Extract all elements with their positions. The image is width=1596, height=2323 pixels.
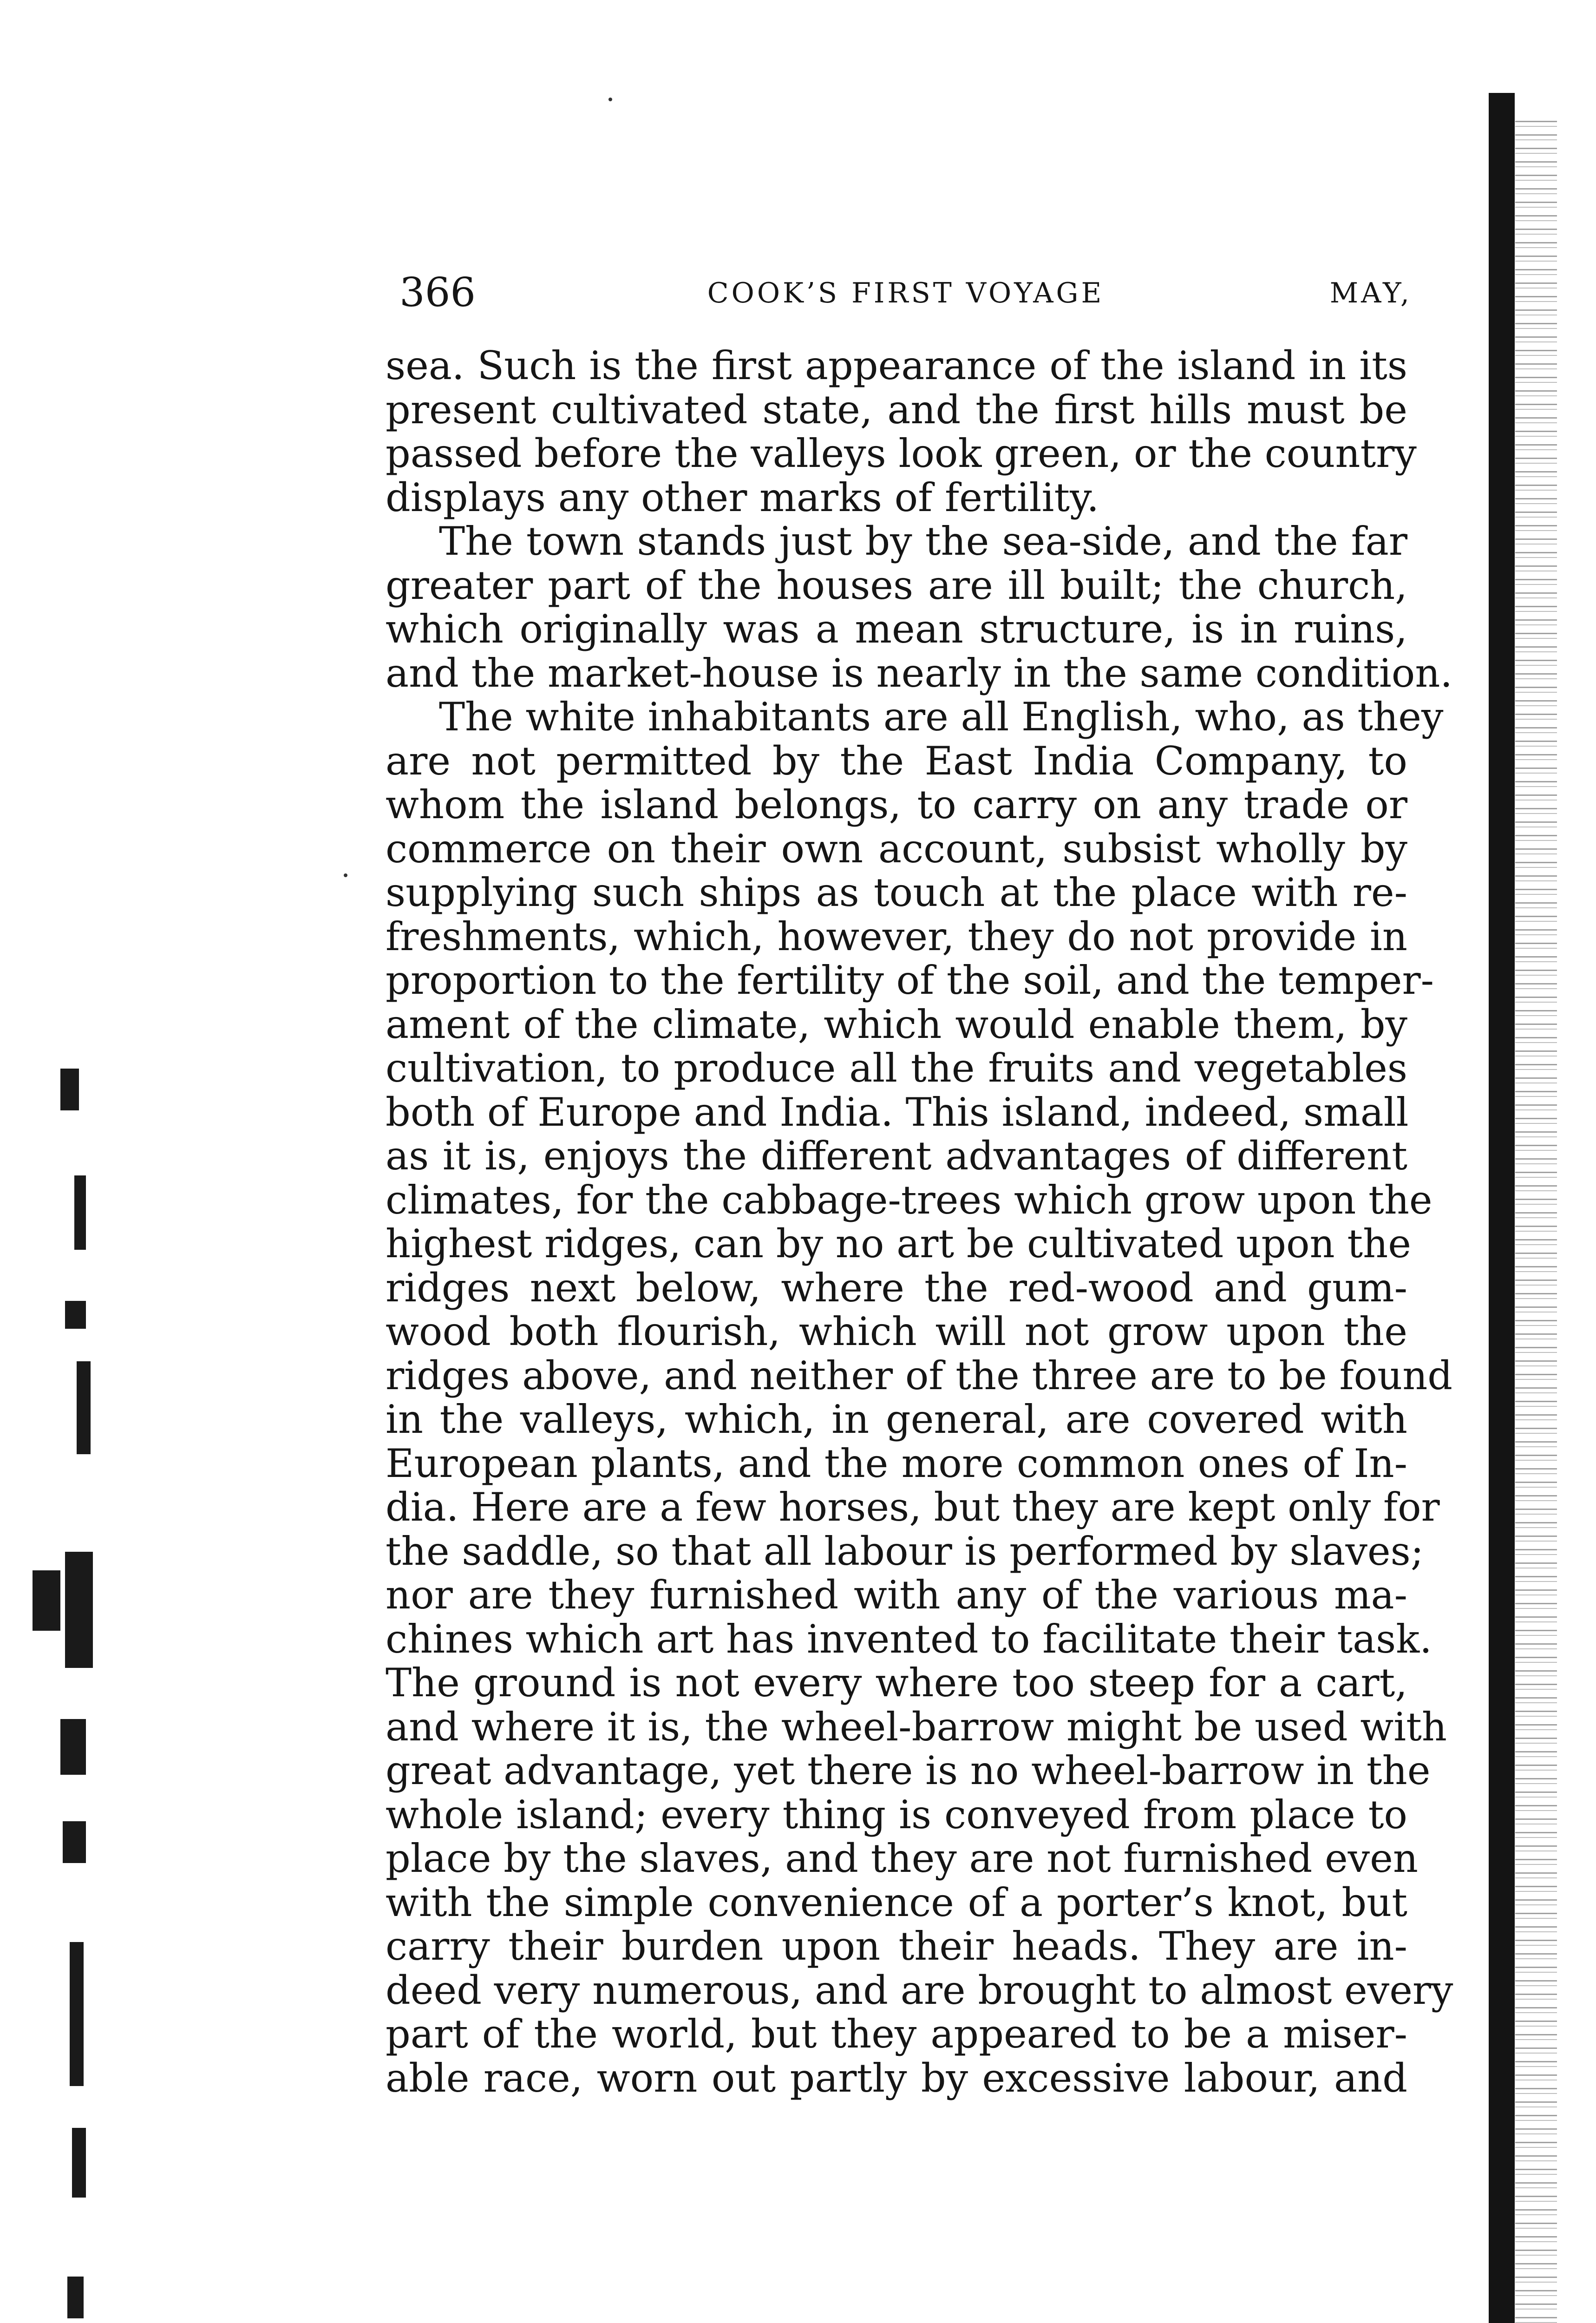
page-edge-noise	[1515, 121, 1557, 2323]
text-line: carry their burden upon their heads. They are in-	[386, 1923, 1407, 1969]
text-line: sea. Such is the first appearance of the island in its	[386, 343, 1407, 388]
text-line: and the market-house is nearly in the same condition.	[386, 650, 1453, 696]
text-line: proportion to the fertility of the soil, and the temper-	[386, 958, 1434, 1003]
text-line: cultivation, to produce all the fruits and vegetables	[386, 1045, 1407, 1091]
text-line: great advantage, yet there is no wheel-barrow in the	[386, 1748, 1431, 1793]
text-line: greater part of the houses are ill built; the church,	[386, 562, 1407, 608]
scan-speck	[608, 98, 612, 101]
text-line: whom the island belongs, to carry on any trade or	[386, 782, 1407, 827]
running-title: COOK’S FIRST VOYAGE	[707, 277, 1105, 309]
text-line: commerce on their own account, subsist wholly by	[386, 826, 1407, 872]
text-line: dia. Here are a few horses, but they are kept only for	[386, 1484, 1440, 1530]
text-line: as it is, enjoys the different advantages of different	[386, 1133, 1407, 1179]
text-line: European plants, and the more common ones of In-	[386, 1440, 1407, 1486]
text-line: present cultivated state, and the first hills must be	[386, 387, 1407, 433]
text-line: are not permitted by the East India Company, to	[386, 738, 1407, 784]
text-line: whole island; every thing is conveyed from place to	[386, 1791, 1407, 1837]
text-line: ridges above, and neither of the three are to be found	[386, 1352, 1453, 1398]
text-line: part of the world, but they appeared to be a miser-	[386, 2011, 1407, 2057]
text-line: ridges next below, where the red-wood and gum-	[386, 1265, 1407, 1311]
text-line: the saddle, so that all labour is performed by slaves;	[386, 1528, 1424, 1574]
running-month: MAY,	[1329, 277, 1412, 309]
page-header	[399, 269, 1412, 325]
text-line: nor are they furnished with any of the various ma-	[386, 1572, 1407, 1618]
text-line: freshments, which, however, they do not provide in	[386, 913, 1407, 959]
text-line: The town stands just by the sea-side, and the far	[439, 518, 1407, 564]
text-line: both of Europe and India. This island, indeed, small	[386, 1089, 1409, 1135]
text-line: supplying such ships as touch at the place with re-	[386, 870, 1407, 915]
text-line: chines which art has invented to facilitate their task.	[386, 1616, 1432, 1662]
text-line: highest ridges, can by no art be cultivated upon the	[386, 1221, 1411, 1266]
gutter-scan-marks	[33, 1059, 102, 2323]
binding-shadow	[1489, 93, 1515, 2323]
scan-speck	[344, 873, 347, 877]
text-line: place by the slaves, and they are not furnished even	[386, 1836, 1418, 1881]
text-line: in the valleys, which, in general, are covered with	[386, 1397, 1407, 1442]
text-line: The white inhabitants are all English, who, as they	[439, 694, 1444, 740]
text-line: passed before the valleys look green, or the country	[386, 431, 1417, 476]
text-line: climates, for the cabbage-trees which grow upon the	[386, 1177, 1432, 1223]
text-line: which originally was a mean structure, is in ruins,	[386, 606, 1407, 652]
body-text	[386, 343, 1453, 2101]
text-line: displays any other marks of fertility.	[386, 474, 1099, 520]
text-line: deed very numerous, and are brought to almost every	[386, 1967, 1453, 2013]
text-line: ament of the climate, which would enable them, by	[386, 1001, 1407, 1047]
text-line: able race, worn out partly by excessive labour, and	[386, 2055, 1407, 2101]
text-line: wood both flourish, which will not grow upon the	[386, 1309, 1407, 1354]
text-line: The ground is not every where too steep for a cart,	[386, 1660, 1407, 1706]
page-number: 366	[399, 269, 476, 316]
text-line: with the simple convenience of a porter’s knot, but	[386, 1879, 1407, 1925]
text-line: and where it is, the wheel-barrow might be used with	[386, 1704, 1447, 1750]
